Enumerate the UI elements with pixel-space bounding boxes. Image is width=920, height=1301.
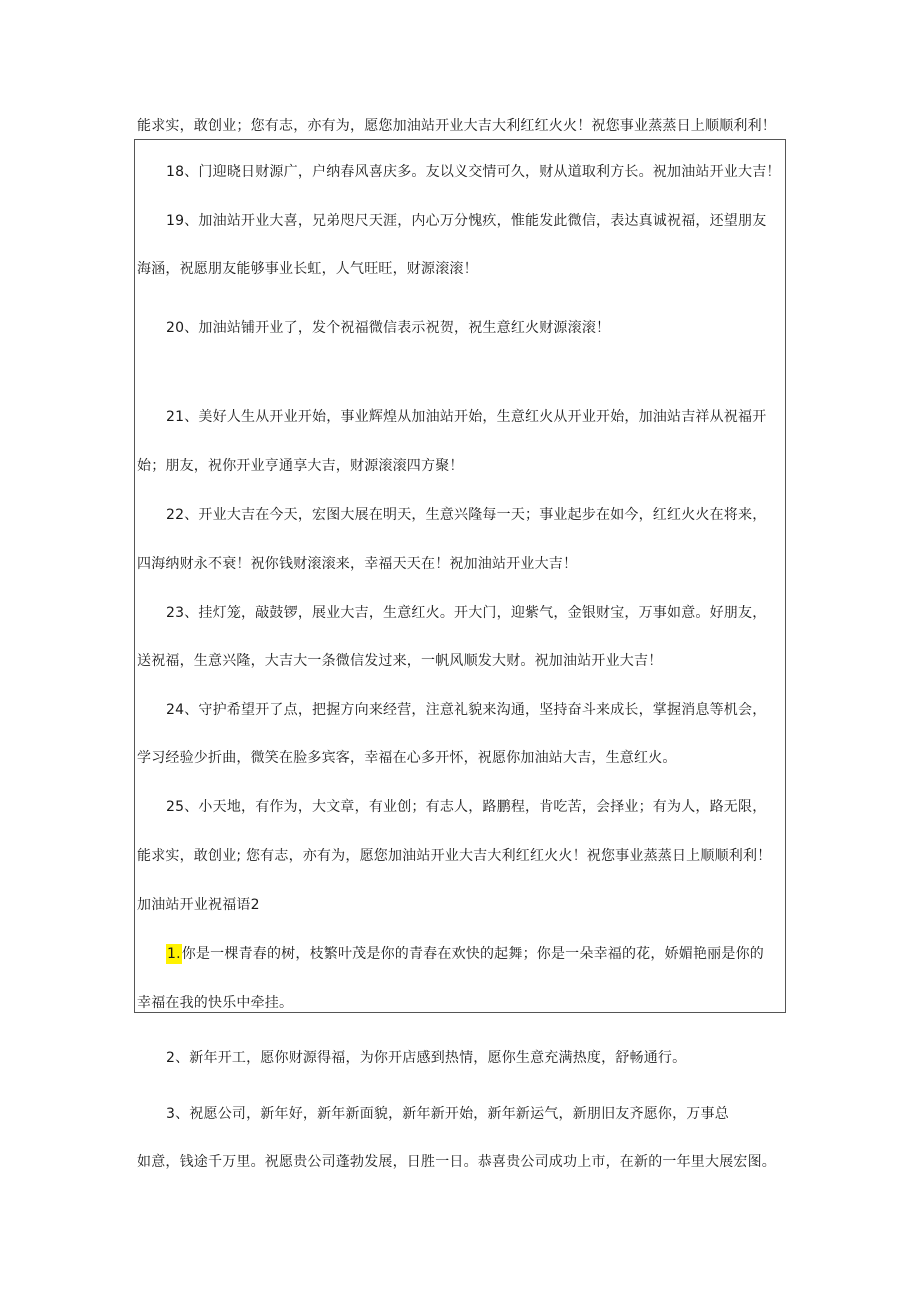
paragraph-23-line-1: 23、挂灯笼，敲鼓锣，展业大吉，生意红火。开大门，迎紫气，金银财宝，万事如意。好朋友，	[166, 605, 767, 621]
paragraph-3-line-2: 如意，钱途千万里。祝愿贵公司蓬勃发展，日胜一日。恭喜贵公司成功上市，在新的一年里大展宏图。	[137, 1154, 776, 1170]
section-title: 加油站开业祝福语2	[137, 897, 260, 913]
paragraph-1-line-2: 幸福在我的快乐中牵挂。	[137, 995, 294, 1011]
paragraph-21-line-1: 21、美好人生从开业开始，事业辉煌从加油站开始，生意红火从开业开始，加油站吉祥从祝福开	[166, 409, 767, 425]
highlighted-number: 1.	[167, 946, 181, 962]
paragraph-22-line-2: 四海纳财永不衰！祝你钱财滚滚来，幸福天天在！祝加油站开业大吉！	[137, 556, 578, 572]
paragraph-1-line-1	[166, 944, 764, 964]
paragraph-19-line-2: 海涵，祝愿朋友能够事业长虹，人气旺旺，财源滚滚！	[137, 261, 478, 277]
paragraph-18: 18、门迎晓日财源广，户纳春风喜庆多。友以义交情可久，财从道取利方长。祝加油站开业大吉！	[166, 164, 781, 180]
paragraph-3-line-1: 3、祝愿公司，新年好，新年新面貌，新年新开始，新年新运气，新朋旧友齐愿你，万事总	[166, 1106, 729, 1122]
paragraph-22-line-1: 22、开业大吉在今天，宏图大展在明天，生意兴隆每一天；事业起步在如今，红红火火在将来，	[166, 507, 767, 523]
paragraph-21-line-2: 始；朋友，祝你开业亨通享大吉，财源滚滚四方聚！	[137, 458, 464, 474]
paragraph-25-line-1: 25、小天地，有作为，大文章，有业创；有志人，路鹏程，肯吃苦，会择业；有为人，路无限，	[166, 799, 767, 815]
paragraph-24-line-1: 24、守护希望开了点，把握方向来经营，注意礼貌来沟通，坚持奋斗来成长，掌握消息等机会，	[166, 702, 767, 718]
top-line: 能求实，敢创业；您有志，亦有为，愿您加油站开业大吉大利红红火火！祝您事业蒸蒸日上顺顺利利！	[137, 118, 776, 134]
paragraph-1-text: 你是一棵青春的树，枝繁叶茂是你的青春在欢快的起舞；你是一朵幸福的花，娇媚艳丽是你的	[181, 946, 764, 962]
paragraph-19-line-1: 19、加油站开业大喜，兄弟咫尺天涯，内心万分愧疚，惟能发此微信，表达真诚祝福，还望朋友	[166, 213, 767, 229]
paragraph-23-line-2: 送祝福，生意兴隆，大吉大一条微信发过来，一帆风顺发大财。祝加油站开业大吉！	[137, 653, 663, 669]
paragraph-20: 20、加油站铺开业了，发个祝福微信表示祝贺，祝生意红火财源滚滚！	[166, 320, 611, 336]
paragraph-25-line-2: 能求实，敢创业; 您有志，亦有为，愿您加油站开业大吉大利红红火火！祝您事业蒸蒸日上顺顺利利！	[137, 848, 772, 864]
paragraph-2: 2、新年开工，愿你财源得福，为你开店感到热情，愿你生意充满热度，舒畅通行。	[166, 1050, 687, 1066]
paragraph-24-line-2: 学习经验少折曲，微笑在脸多宾客，幸福在心多开怀，祝愿你加油站大吉，生意红火。	[137, 750, 677, 766]
